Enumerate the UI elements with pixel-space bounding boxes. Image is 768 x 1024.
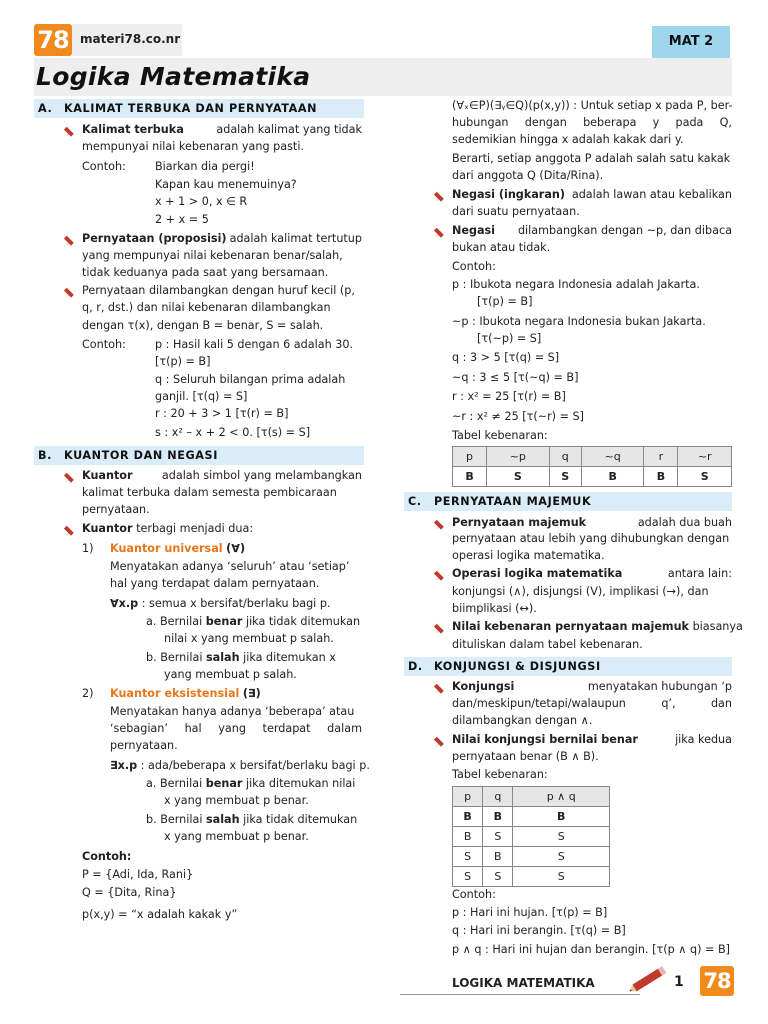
c2-line2: konjungsi (∧), disjungsi (V), implikasi (→), dan — [452, 585, 709, 598]
r1-line1: (∀ₓ∈P)(∃ᵧ∈Q)(p(x,y)) : Untuk setiap x pada P, ber- — [452, 99, 733, 112]
k1-a-line2: nilai x yang membuat p salah. — [164, 632, 334, 645]
k1-formula — [110, 595, 331, 612]
a2-line1 — [82, 230, 362, 247]
k2-b-line2: x yang membuat p benar. — [164, 830, 309, 843]
a1-line2: mempunyai nilai kebenaran yang pasti. — [82, 140, 304, 153]
section-a-header — [34, 99, 364, 118]
d1-line2 — [452, 695, 732, 712]
contoh1-item-3: x + 1 > 0, x ∈ R — [155, 195, 248, 208]
k1-title: Kuantor universal — [110, 542, 223, 555]
section-letter: D. — [408, 660, 423, 673]
r1-line2-text: hubungan dengan beberapa y pada Q, — [452, 116, 732, 129]
r2-line1: Berarti, setiap anggota P adalah salah satu kakak — [452, 152, 731, 165]
pencil-decoration-icon — [626, 962, 672, 996]
n1-term: Negasi (ingkaran) — [452, 188, 565, 201]
table-row — [453, 807, 610, 827]
ex-q-line1: q : Seluruh bilangan prima adalah — [155, 373, 346, 386]
k2-symbol: (∃) — [242, 687, 261, 700]
c2-line3: biimplikasi (↔). — [452, 602, 537, 615]
k1-formula-rest: : semua x bersifat/berlaku bagi p. — [138, 597, 331, 610]
section-c-header — [404, 492, 732, 511]
ex2-q: q : Hari ini berangin. [τ(q) = B] — [452, 924, 626, 937]
pencil-bullet-icon — [434, 517, 448, 531]
set-q: Q = {Dita, Rina} — [82, 886, 177, 899]
table-cell: ~q — [581, 447, 643, 467]
k2-b-line1 — [146, 811, 357, 828]
d1-line1 — [452, 678, 732, 695]
pencil-bullet-icon — [434, 681, 448, 695]
table-cell: S — [678, 467, 732, 487]
contoh2-label-right: Contoh: — [452, 888, 496, 901]
c3-line1 — [452, 618, 743, 635]
b2-term: Kuantor — [82, 522, 133, 535]
n2-rest: dilambangkan dengan ~p, dan dibaca — [517, 224, 732, 237]
page-number: 1 — [674, 974, 684, 990]
a3-line3: dengan τ(x), dengan B = benar, S = salah. — [82, 319, 324, 332]
k1-b-pre: b. Bernilai — [146, 651, 207, 664]
c1-term: Pernyataan majemuk — [452, 516, 587, 529]
a3-line2: q, r, dst.) dan nilai kebenaran dilambangkan — [82, 301, 331, 314]
table-row — [453, 847, 610, 867]
pencil-bullet-icon — [434, 225, 448, 239]
table-header-row — [453, 787, 610, 807]
table-cell: r — [644, 447, 678, 467]
k1-desc-1: Menyatakan adanya ‘seluruh’ atau ‘setiap’ — [110, 560, 350, 573]
contoh3-label: Contoh: — [82, 850, 132, 863]
a2-term: Pernyataan (proposisi) — [82, 232, 227, 245]
k1-a-post: jika tidak ditemukan — [242, 615, 361, 628]
table-cell: B — [453, 827, 483, 847]
b2-line1 — [82, 520, 253, 537]
c2-rest: antara lain: — [667, 567, 732, 580]
section-title: PERNYATAAN MAJEMUK — [434, 495, 592, 508]
ex-r-line: r : 20 + 3 > 1 [τ(r) = B] — [155, 407, 289, 420]
k1-formula-sym: ∀x.p — [110, 597, 139, 610]
ex-r: r : x² = 25 [τ(r) = B] — [452, 390, 566, 403]
table-cell: B — [483, 807, 513, 827]
k1-b-post: jika ditemukan x — [239, 651, 336, 664]
k2-title: Kuantor eksistensial — [110, 687, 240, 700]
n2-line2: bukan atau tidak. — [452, 241, 551, 254]
a1-term: Kalimat terbuka — [82, 123, 184, 136]
ex-q: q : 3 > 5 [τ(q) = S] — [452, 351, 560, 364]
table-cell: B — [453, 467, 487, 487]
pencil-bullet-icon — [64, 233, 78, 247]
k2-desc-1: Menyatakan hanya adanya ‘beberapa’ atau — [110, 705, 355, 718]
pencil-bullet-icon — [434, 734, 448, 748]
section-letter: A. — [38, 102, 53, 115]
k2-b-pre: b. Bernilai — [146, 813, 207, 826]
k2-desc-2-text: ‘sebagian’ hal yang terdapat dalam — [110, 722, 362, 735]
tabel2-label: Tabel kebenaran: — [452, 768, 548, 781]
ex-np2: [τ(~p) = S] — [477, 332, 542, 345]
table-cell: S — [513, 847, 610, 867]
b1-line1 — [82, 467, 362, 484]
k2-num: 2) — [82, 687, 94, 700]
table-cell: p — [453, 787, 483, 807]
ex-s-line: s : x² – x + 2 < 0. [τ(s) = S] — [155, 426, 311, 439]
contoh2-label: Contoh: — [82, 338, 126, 351]
k1-desc-2: hal yang terdapat dalam pernyataan. — [110, 577, 320, 590]
table-cell: B — [581, 467, 643, 487]
k1-symbol: (∀) — [226, 542, 246, 555]
a2-line3: tidak keduanya pada saat yang bersamaan. — [82, 266, 329, 279]
section-letter: C. — [408, 495, 422, 508]
contoh1-label: Contoh: — [82, 160, 126, 173]
truth-table-konjungsi — [452, 786, 610, 887]
section-title: KONJUNGSI & DISJUNGSI — [434, 660, 601, 673]
table-cell: ~r — [678, 447, 732, 467]
d2-line2: pernyataan benar (B ∧ B). — [452, 750, 599, 763]
table-cell: S — [483, 827, 513, 847]
k2-heading — [110, 685, 261, 702]
k1-b-line2: yang membuat p salah. — [164, 668, 297, 681]
table-cell: p ∧ q — [513, 787, 610, 807]
b1-line3: pernyataan. — [82, 503, 150, 516]
d2-line1 — [452, 731, 732, 748]
pencil-bullet-icon — [64, 124, 78, 138]
a2-line2: yang mempunyai nilai kebenaran benar/salah, — [82, 249, 343, 262]
k2-b-bold: salah — [206, 813, 240, 826]
a1-rest: adalah kalimat yang tidak — [216, 123, 362, 136]
n2-term: Negasi — [452, 224, 496, 237]
pxy-definition: p(x,y) = “x adalah kakak y” — [82, 908, 238, 921]
n2-line1 — [452, 222, 732, 239]
set-p: P = {Adi, Ida, Rani} — [82, 868, 194, 881]
d1-term: Konjungsi — [452, 680, 515, 693]
k1-a-bold: benar — [205, 615, 243, 628]
pencil-bullet-icon — [64, 285, 78, 299]
k2-a-line1 — [146, 775, 355, 792]
r1-line3: sedemikian hingga x adalah kakak dari y. — [452, 133, 684, 146]
ex-p-line1: p : Hasil kali 5 dengan 6 adalah 30. — [155, 338, 354, 351]
c1-line1 — [452, 514, 732, 531]
ex-q-line2: ganjil. [τ(q) = S] — [155, 390, 248, 403]
table-cell: S — [453, 847, 483, 867]
ex-p2: [τ(p) = B] — [477, 295, 533, 308]
contoh-label-right: Contoh: — [452, 260, 496, 273]
b2-rest: terbagi menjadi dua: — [136, 522, 254, 535]
ex2-pq: p ∧ q : Hari ini hujan dan berangin. [τ(p ∧ q) = B] — [452, 943, 730, 956]
d1-line3: dilambangkan dengan ∧. — [452, 714, 593, 727]
table-cell: S — [453, 867, 483, 887]
table-cell: p — [453, 447, 487, 467]
a1-line1 — [82, 121, 362, 138]
c3-line2: dituliskan dalam tabel kebenaran. — [452, 638, 643, 651]
k2-a-post: jika ditemukan nilai — [242, 777, 356, 790]
pencil-bullet-icon — [434, 568, 448, 582]
footer-title: LOGIKA MATEMATIKA — [452, 976, 595, 990]
k1-b-bold: salah — [206, 651, 240, 664]
ex-nq: ~q : 3 ≤ 5 [τ(~q) = B] — [452, 371, 579, 384]
b1-term: Kuantor — [82, 469, 133, 482]
truth-table-negasi — [452, 446, 732, 487]
k2-a-bold: benar — [205, 777, 243, 790]
k2-desc-3: pernyataan. — [110, 739, 178, 752]
k2-a-line2: x yang membuat p benar. — [164, 794, 309, 807]
a3-line1: Pernyataan dilambangkan dengan huruf kecil (p, — [82, 284, 355, 297]
table-cell: ~p — [487, 447, 549, 467]
k1-b-line1 — [146, 649, 336, 666]
table-row — [453, 827, 610, 847]
table-cell: B — [513, 807, 610, 827]
tabel1-label: Tabel kebenaran: — [452, 429, 548, 442]
section-d-header — [404, 657, 732, 676]
c1-line3: operasi logika matematika. — [452, 549, 605, 562]
contoh1-item-2: Kapan kau menemuinya? — [155, 178, 297, 191]
pencil-bullet-icon — [64, 523, 78, 537]
table-cell: S — [513, 827, 610, 847]
ex-nr: ~r : x² ≠ 25 [τ(~r) = S] — [452, 410, 584, 423]
table-cell: q — [483, 787, 513, 807]
d1-line2-text: dan/meskipun/tetapi/walaupun q’, dan — [452, 697, 732, 710]
contoh1-item-1: Biarkan dia pergi! — [155, 160, 255, 173]
c2-line1 — [452, 565, 732, 582]
ex-p1: p : Ibukota negara Indonesia adalah Jakarta. — [452, 278, 700, 291]
section-b-header — [34, 446, 364, 465]
footer-logo-78: 78 — [700, 966, 734, 996]
section-title: KALIMAT TERBUKA DAN PERNYATAAN — [64, 102, 318, 115]
c2-term: Operasi logika matematika — [452, 567, 623, 580]
k2-desc-2 — [110, 720, 362, 737]
n1-rest: adalah lawan atau kebalikan — [571, 188, 732, 201]
r2-line2: dari anggota Q (Dita/Rina). — [452, 169, 604, 182]
k2-b-post: jika tidak ditemukan — [239, 813, 358, 826]
b1-rest: adalah simbol yang melambangkan — [161, 469, 362, 482]
d2-rest: jika kedua — [675, 733, 732, 746]
r1-line2 — [452, 114, 732, 131]
pencil-bullet-icon — [434, 189, 448, 203]
site-url: materi78.co.nr — [80, 32, 181, 46]
ex2-p: p : Hari ini hujan. [τ(p) = B] — [452, 906, 608, 919]
table-cell: B — [644, 467, 678, 487]
pencil-bullet-icon — [64, 470, 78, 484]
table-cell: B — [483, 847, 513, 867]
logo-78: 78 — [34, 24, 72, 56]
k1-a-line1 — [146, 613, 360, 630]
ex-p-line2: [τ(p) = B] — [155, 355, 211, 368]
b1-line2: kalimat terbuka dalam semesta pembicaraan — [82, 486, 337, 499]
k2-formula-sym: ∃x.p — [110, 759, 138, 772]
d2-term: Nilai konjungsi bernilai benar — [452, 733, 638, 746]
ex-np1: ~p : Ibukota negara Indonesia bukan Jakarta. — [452, 315, 706, 328]
table-cell: S — [513, 867, 610, 887]
table-row — [453, 467, 732, 487]
k2-formula-rest: : ada/beberapa x bersifat/berlaku bagi p. — [137, 759, 370, 772]
c3-rest: biasanya — [692, 620, 743, 633]
c3-term: Nilai kebenaran pernyataan majemuk — [452, 620, 689, 633]
k1-heading — [110, 540, 245, 557]
n1-line1 — [452, 186, 732, 203]
section-title: KUANTOR DAN NEGASI — [64, 449, 218, 462]
c1-rest: adalah dua buah — [637, 516, 732, 529]
a2-rest: adalah kalimat tertutup — [229, 232, 362, 245]
c1-line2: pernyataan atau lebih yang dihubungkan dengan — [452, 532, 730, 545]
table-row — [453, 867, 610, 887]
n1-line2: dari suatu pernyataan. — [452, 205, 580, 218]
d1-rest: menyatakan hubungan ‘p — [587, 680, 732, 693]
pencil-bullet-icon — [434, 621, 448, 635]
table-cell: S — [483, 867, 513, 887]
k1-num: 1) — [82, 542, 94, 555]
subject-badge: MAT 2 — [652, 26, 730, 58]
table-cell: S — [487, 467, 549, 487]
section-letter: B. — [38, 449, 52, 462]
k2-a-pre: a. Bernilai — [146, 777, 206, 790]
table-header-row — [453, 447, 732, 467]
footer-divider — [400, 994, 640, 995]
k1-a-pre: a. Bernilai — [146, 615, 206, 628]
table-cell: q — [549, 447, 581, 467]
contoh1-item-4: 2 + x = 5 — [155, 213, 209, 226]
table-cell: S — [549, 467, 581, 487]
table-cell: B — [453, 807, 483, 827]
k2-formula — [110, 757, 370, 774]
page-title: Logika Matematika — [36, 62, 311, 91]
